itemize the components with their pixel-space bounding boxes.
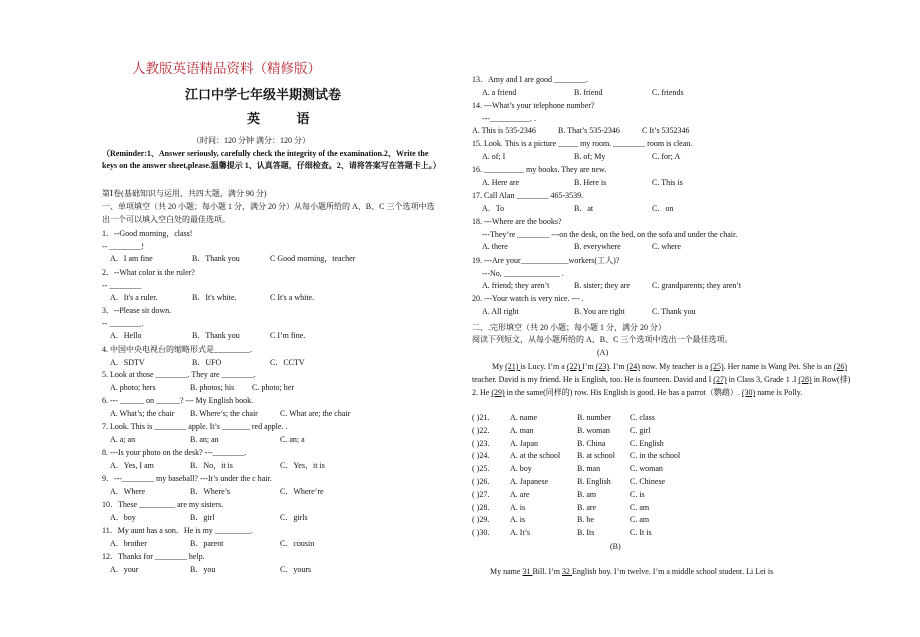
answer-option: B．No，it is <box>190 460 233 470</box>
answer-option: B. Where’s; the chair <box>190 408 258 418</box>
answer-option: B．girl <box>190 512 215 522</box>
answer-option: C. in the school <box>630 451 681 461</box>
answer-option: C. am <box>630 515 650 525</box>
question-stem: 2．--What color is the ruler? <box>102 268 195 277</box>
answer-option: C．CCTV <box>270 357 305 367</box>
answer-option: A. are <box>510 489 530 499</box>
answer-option: B. an; an <box>190 434 219 444</box>
answer-option: A. Here are <box>482 177 520 187</box>
answer-option: A．Where <box>110 486 146 496</box>
answer-option: C It's a white. <box>270 293 315 302</box>
answer-option: C. girl <box>630 425 651 435</box>
answer-option: C. What are; the chair <box>280 408 351 418</box>
time-score: （时间：120 分钟 满分：120 分） <box>192 136 310 145</box>
question-stem: 12．Thanks for ________ help. <box>102 552 205 561</box>
answer-option: C Good morning，teacher <box>270 254 356 263</box>
question-stem: 11．My aunt has a son．He is my _________. <box>102 526 253 535</box>
answer-option: B．UFO <box>192 357 222 367</box>
question-number: ( )26. <box>472 477 490 486</box>
passage-text: in Row(排) 2. He <box>472 375 851 397</box>
answer-option: A. a friend <box>482 87 517 97</box>
answer-option: A. photo; hers <box>110 382 156 392</box>
answer-option: A．It's a ruler. <box>110 293 158 302</box>
answer-option: B. are <box>577 502 597 512</box>
passage-text: My name <box>490 567 523 576</box>
passage-text: is Lucy. I’m a <box>520 362 567 371</box>
answer-option: A．SDTV <box>110 357 145 367</box>
answer-line: -- ________ <box>102 280 142 290</box>
answer-option: C. It is <box>630 528 652 538</box>
part1-heading: 第Ⅰ卷(基础知识与运用，共四大题，满分 90 分) <box>102 189 267 198</box>
question-stem: 17. Call Alan ________ 465-3539. <box>472 191 584 200</box>
blank: (29) <box>491 388 505 397</box>
answer-option: A. is <box>510 515 526 525</box>
answer-option: C．girls <box>280 512 308 522</box>
answer-line: ---They’re ________ ---on the desk, on the bed, on the sofa and under the chair. <box>482 229 738 239</box>
reminder: （Reminder:1、Answer seriously, carefully check the integrity of the examination.2、Write the keys on the answer sheet,please.温馨提示 1、认真答题，仔细检查。2、请将答案写在答题卡上。） <box>102 149 441 170</box>
question-number: ( )27. <box>472 489 490 499</box>
answer-option: B. photos; his <box>190 382 235 392</box>
answer-option: C. Thank you <box>652 306 696 316</box>
question-stem: 6. --- ______ on ______? --- My English book. <box>102 396 254 405</box>
question-stem: 8. ---Is your photo on the desk? ---________. <box>102 448 247 457</box>
answer-option: A．boy <box>110 512 136 522</box>
answer-option: A．I am fine <box>110 254 153 263</box>
answer-option: B．you <box>190 564 216 574</box>
blank: 31 <box>522 567 533 576</box>
answer-option: B. Its <box>577 528 595 538</box>
blank: (24) <box>626 362 640 371</box>
answer-option: C. grandparents; they aren’t <box>652 281 742 290</box>
answer-option: C. Chinese <box>630 477 666 486</box>
answer-option: A. name <box>510 413 538 422</box>
question-number: ( )21. <box>472 413 490 422</box>
answer-option: B．Thank you <box>192 331 240 340</box>
answer-line: -- ________! <box>102 241 144 251</box>
passage-text: . Her name is Wang Pei. She is an <box>723 362 834 371</box>
answer-option: C. English <box>630 438 664 448</box>
answer-option: A. man <box>510 425 534 435</box>
watermark-title: 人教版英语精品资料（精修版） <box>132 61 321 77</box>
question-stem: 5. Look at those ________. They are ________. <box>102 370 256 379</box>
answer-option: C．yours <box>280 564 312 574</box>
answer-option: B. China <box>577 438 606 448</box>
answer-option: B. Here is <box>574 177 607 187</box>
blank: (28) <box>798 375 812 384</box>
passage-text: My <box>492 362 506 371</box>
answer-option: C. an; a <box>280 434 305 444</box>
answer-option: B. You are right <box>574 306 625 316</box>
answer-option: B. be <box>577 515 594 525</box>
answer-option: B. man <box>577 464 601 474</box>
answer-option: B．It's white. <box>192 293 237 302</box>
answer-option: B. everywhere <box>574 242 621 251</box>
answer-option: C. for; A <box>652 151 681 161</box>
answer-option: B．Where’s <box>190 486 230 496</box>
answer-option: C. photo; her <box>252 382 294 392</box>
answer-option: A．brother <box>110 538 147 548</box>
answer-option: A. boy <box>510 464 532 474</box>
answer-option: A. is <box>510 502 526 512</box>
answer-option: B. of; My <box>574 151 606 161</box>
answer-option: C. This is <box>652 177 683 187</box>
answer-option: C I’m fine. <box>270 331 306 340</box>
blank: (21) <box>505 362 521 371</box>
blank: (26) <box>833 362 848 371</box>
answer-option: B. English <box>577 477 611 486</box>
answer-option: C. friends <box>652 87 684 97</box>
answer-option: C. am <box>630 502 650 512</box>
answer-line: ---__________. . <box>482 113 536 123</box>
answer-option: C．cousin <box>280 538 315 548</box>
passage-text: name is Polly. <box>755 388 803 397</box>
question-stem: 18. ---Where are the books? <box>472 217 562 226</box>
blank: 32 <box>562 567 572 576</box>
answer-option: B. woman <box>577 425 610 435</box>
answer-option: C. class <box>630 413 655 422</box>
blank: (22) <box>566 362 583 371</box>
answer-option: A. Japanese <box>510 477 549 486</box>
part2-heading: 二、.完形填空（共 20 小题；每小题 1 分，满分 20 分） <box>472 323 666 332</box>
answer-option: B. That’s 535-2346 <box>558 126 620 135</box>
answer-option: B. sister; they are <box>574 281 630 290</box>
answer-option: A. This is 535-2346 <box>472 126 536 135</box>
passage-text: English boy. I’m twelve. I’m a middle school student. Li Lei is <box>572 567 774 576</box>
answer-option: C It’s 5352346 <box>642 126 690 135</box>
passage-text: . I’m <box>609 362 627 371</box>
question-number: ( )29. <box>472 515 490 525</box>
answer-line: -- ________. <box>102 318 144 328</box>
passage-text: now. My teacher is a <box>639 362 711 371</box>
passage-b <box>490 567 773 577</box>
passage-text: teacher. David is my friend. He is English, too. He is fourteen. David and I <box>472 375 714 384</box>
part1-instructions: 一、单项填空（共 20 小题；每小题 1 分，满分 20 分）从每小题所给的 A、B、C 三个选项中选出一个可以填入空白处的最佳选项。 <box>102 202 435 224</box>
answer-option: C．Yes，it is <box>280 460 325 470</box>
question-number: ( )28. <box>472 502 490 512</box>
passage-text: in the same(同样的) row. His English is good. He has a parrot（鹦鹉）. <box>504 388 742 397</box>
blank: (30) <box>741 388 756 397</box>
question-stem: 15. Look. This is a picture _____ my room. ________ room is clean. <box>472 139 693 148</box>
passage-a-label: (A) <box>597 348 609 357</box>
answer-option: A. It’s <box>510 528 530 538</box>
passage-text: Bill. I’m <box>532 567 562 576</box>
answer-option: A．To <box>482 203 505 213</box>
answer-option: B. am <box>577 489 597 499</box>
passage-text: in Class 3, Grade 1 .I <box>726 375 799 384</box>
answer-option: B．at <box>574 203 594 213</box>
question-number: ( )24. <box>472 451 490 461</box>
question-stem: 14. ---What’s your telephone number? <box>472 101 595 110</box>
answer-option: A. What’s; the chair <box>110 408 175 418</box>
answer-option: C. woman <box>630 464 663 474</box>
answer-option: C. where <box>652 242 681 251</box>
answer-option: B．parent <box>190 538 224 548</box>
question-number: ( )30. <box>472 528 490 538</box>
answer-option: A. All right <box>482 306 519 316</box>
answer-option: B．Thank you <box>192 254 240 263</box>
exam-title: 江口中学七年级半期测试卷 <box>185 88 342 103</box>
question-stem: 20. ---Your watch is very nice. --- . <box>472 294 584 303</box>
answer-option: C. is <box>630 489 645 499</box>
answer-option: A. of; I <box>482 151 506 161</box>
passage-text: I’m <box>582 362 596 371</box>
answer-option: A．Hello <box>110 331 142 340</box>
passage-a <box>472 360 852 399</box>
answer-option: C．Where’re <box>280 486 324 496</box>
answer-option: A．your <box>110 564 139 574</box>
blank: (23) <box>595 362 610 371</box>
question-stem: 4. 中国中央电视台的缩略形式是_________. <box>102 345 252 354</box>
passage-b-label: (B) <box>610 542 621 551</box>
question-stem: 13．Amy and I are good ________. <box>472 75 588 84</box>
part2-instructions: 阅读下列短文，从每小题所给的 A、B、C 三个选项中选出一个最佳选项。 <box>472 335 733 344</box>
question-number: ( )22. <box>472 425 490 435</box>
question-stem: 10．These _________ are my sisters. <box>102 500 224 509</box>
subject-title: 英 语 <box>247 112 326 127</box>
answer-option: B. at school <box>577 451 615 461</box>
question-stem: 19. ---Are your____________workers(工人)? <box>472 256 620 265</box>
answer-line: ---No, ______________ . <box>482 268 564 278</box>
question-number: ( )25. <box>472 464 490 474</box>
answer-option: A. Japan <box>510 438 538 448</box>
blank: (27) <box>713 375 727 384</box>
answer-option: B. number <box>577 413 611 422</box>
answer-option: A. there <box>482 242 508 251</box>
question-stem: 16. __________ my books. They are new. <box>472 165 607 174</box>
question-number: ( )23. <box>472 438 490 448</box>
answer-option: B. friend <box>574 87 603 97</box>
question-stem: 1．--Good morning，class! <box>102 229 193 238</box>
question-stem: 3．--Please sit down. <box>102 306 172 315</box>
question-stem: 7. Look. This is ________ apple. It’s _______ red apple. . <box>102 422 288 431</box>
answer-option: A. friend; they aren’t <box>482 281 550 290</box>
blank: (25) <box>710 362 724 371</box>
answer-option: A．Yes, I am <box>110 460 154 470</box>
answer-option: A. at the school <box>510 451 561 461</box>
answer-option: C．on <box>652 203 674 213</box>
question-stem: 9．---________ my baseball? ---It’s under the c hair. <box>102 474 272 483</box>
answer-option: A. a; an <box>110 434 136 444</box>
